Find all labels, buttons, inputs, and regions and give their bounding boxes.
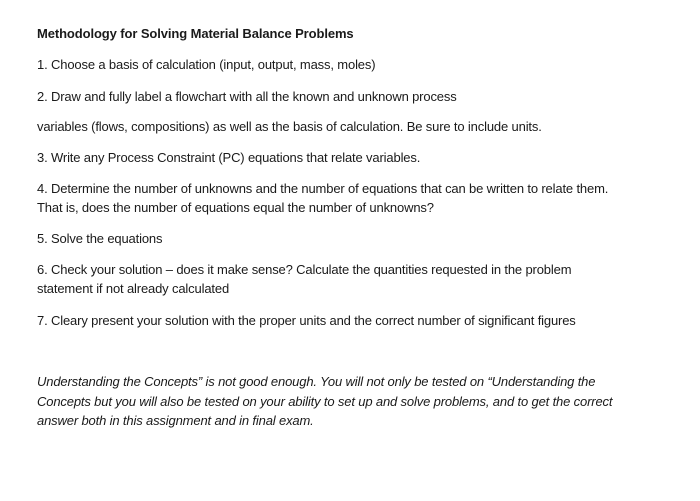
step-5-line-1: 5. Solve the equations	[37, 231, 163, 246]
step-5	[37, 229, 162, 248]
step-1-line-1: 1. Choose a basis of calculation (input, output, mass, moles)	[37, 57, 376, 72]
note-line-3: answer both in this assignment and in final exam.	[37, 413, 314, 428]
step-7-line-1: 7. Cleary present your solution with the proper units and the correct number of significant figures	[37, 313, 576, 328]
document-title: Methodology for Solving Material Balance Problems	[37, 26, 354, 41]
step-3	[37, 148, 420, 167]
note-line-1: Understanding the Concepts” is not good enough. You will not only be tested on “Understanding the	[37, 374, 596, 389]
step-1	[37, 55, 375, 74]
step-6-line-2: statement if not already calculated	[37, 281, 230, 296]
step-2	[37, 87, 457, 106]
step-6	[37, 260, 571, 298]
step-4-line-1: 4. Determine the number of unknowns and the number of equations that can be written to relate them.	[37, 181, 609, 196]
step-2-continued	[37, 117, 542, 136]
step-2-line-2: variables (flows, compositions) as well as the basis of calculation. Be sure to include units.	[37, 119, 542, 134]
step-4-line-2: That is, does the number of equations equal the number of unknowns?	[37, 200, 434, 215]
step-3-line-1: 3. Write any Process Constraint (PC) equations that relate variables.	[37, 150, 421, 165]
step-4	[37, 179, 608, 217]
step-7	[37, 311, 576, 330]
note-line-2: Concepts but you will also be tested on your ability to set up and solve problems, and to get the correct	[37, 393, 613, 409]
concepts-note	[37, 372, 677, 431]
step-2-line-1: 2. Draw and fully label a flowchart with all the known and unknown process	[37, 89, 457, 104]
step-6-line-1: 6. Check your solution – does it make sense? Calculate the quantities requested in the problem	[37, 262, 572, 277]
